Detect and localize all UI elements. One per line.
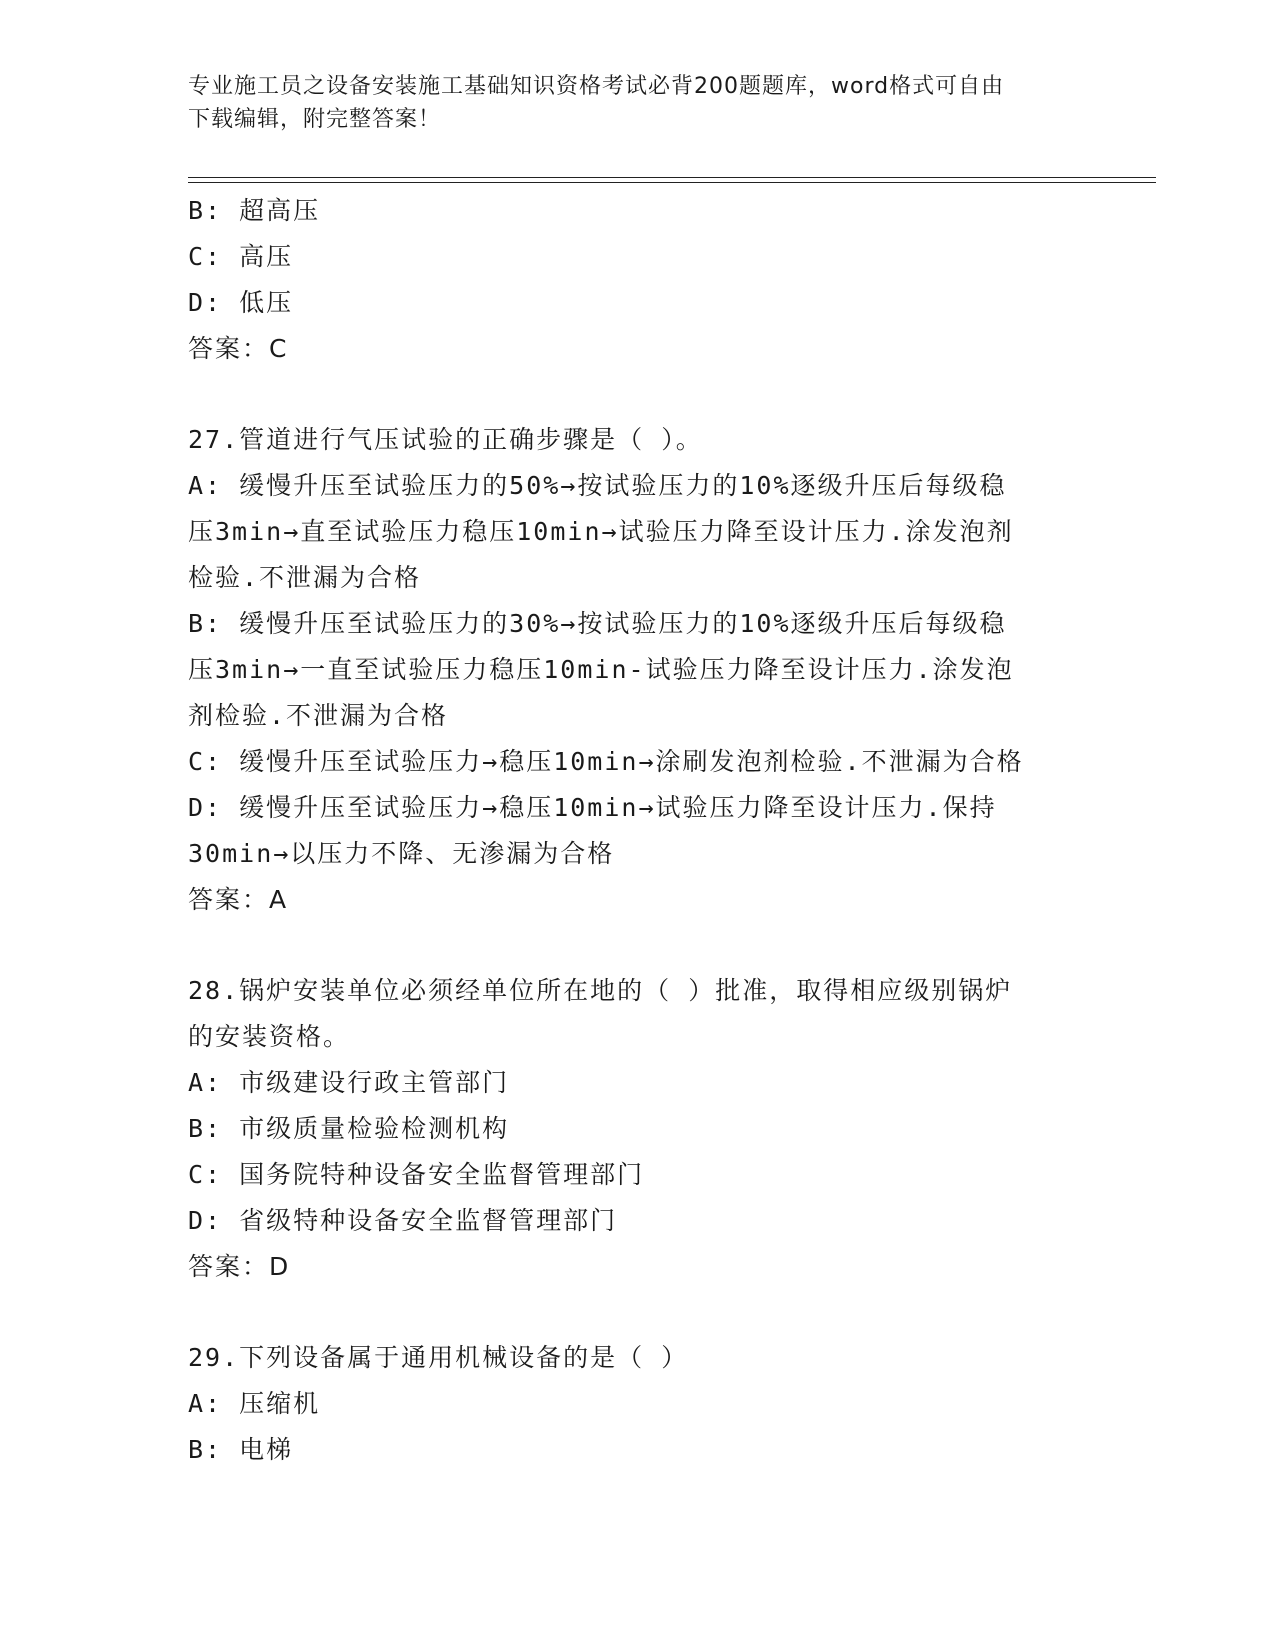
answer-line: 答案：C: [188, 334, 289, 363]
question-stem: 29.下列设备属于通用机械设备的是（ ）: [188, 1343, 689, 1372]
answer-line: 答案：D: [188, 1252, 291, 1281]
option-a-line-1: A: 缓慢升压至试验压力的50%→按试验压力的10%逐级升压后每级稳: [188, 471, 1007, 500]
header-divider: [188, 177, 1156, 178]
option-b-line-1: B: 缓慢升压至试验压力的30%→按试验压力的10%逐级升压后每级稳: [188, 609, 1007, 638]
option-d-line-1: D: 缓慢升压至试验压力→稳压10min→试验压力降至设计压力.保持: [188, 793, 997, 822]
question-stem-line-2: 的安装资格。: [188, 1022, 351, 1051]
header-line-2: 下载编辑，附完整答案！: [188, 107, 442, 132]
question-26-block: [188, 188, 1088, 372]
document-body: [188, 188, 1088, 1473]
option-c: C: 国务院特种设备安全监督管理部门: [188, 1160, 645, 1189]
spacer: [188, 1290, 1088, 1335]
option-a: A: 压缩机: [188, 1389, 321, 1418]
option-a: A: 市级建设行政主管部门: [188, 1068, 510, 1097]
header-divider-secondary: [188, 182, 1156, 183]
question-29-block: [188, 1335, 1088, 1473]
question-28-block: [188, 968, 1088, 1290]
option-b-line-3: 剂检验.不泄漏为合格: [188, 701, 449, 730]
option-d-line-2: 30min→以压力不降、无渗漏为合格: [188, 839, 615, 868]
spacer: [188, 372, 1088, 417]
question-27-block: [188, 417, 1088, 923]
option-a-line-3: 检验.不泄漏为合格: [188, 563, 422, 592]
question-stem-line-1: 28.锅炉安装单位必须经单位所在地的（ ）批准，取得相应级别锅炉: [188, 976, 1013, 1005]
option-a-line-2: 压3min→直至试验压力稳压10min→试验压力降至设计压力.涂发泡剂: [188, 517, 1014, 546]
option-c: C: 缓慢升压至试验压力→稳压10min→涂刷发泡剂检验.不泄漏为合格: [188, 747, 1024, 776]
question-stem: 27.管道进行气压试验的正确步骤是（ ）。: [188, 425, 703, 454]
option-b-line-2: 压3min→一直至试验压力稳压10min-试验压力降至设计压力.涂发泡: [188, 655, 1014, 684]
document-header: [188, 70, 1068, 136]
option-b: B: 市级质量检验检测机构: [188, 1114, 510, 1143]
option-b: B: 超高压: [188, 196, 321, 225]
spacer: [188, 923, 1088, 968]
option-c: C: 高压: [188, 242, 294, 271]
option-d: D: 低压: [188, 288, 294, 317]
header-line-1: 专业施工员之设备安装施工基础知识资格考试必背200题题库，word格式可自由: [188, 74, 1005, 99]
option-b: B: 电梯: [188, 1435, 294, 1464]
answer-line: 答案：A: [188, 885, 289, 914]
option-d: D: 省级特种设备安全监督管理部门: [188, 1206, 618, 1235]
